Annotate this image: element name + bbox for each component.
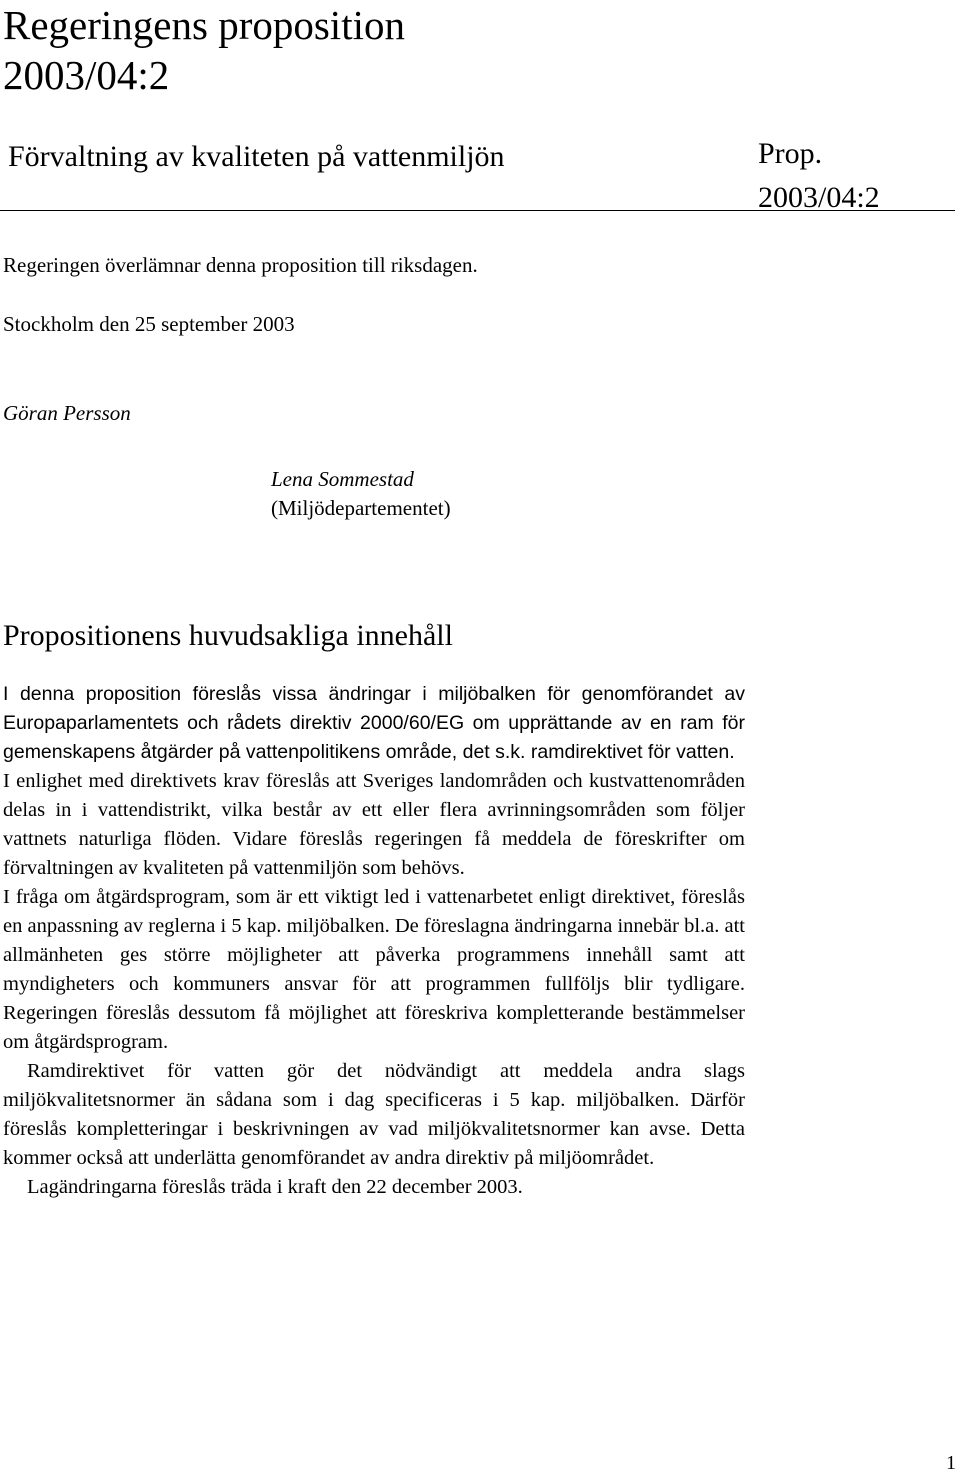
title-line-1: Regeringens proposition <box>3 2 405 48</box>
document-title <box>3 0 405 100</box>
summary-paragraph-2: I enlighet med direktivets krav föreslås att Sveriges landområden och kustvattenområden delas in i vattendistrikt, vilka består av ett eller flera avrinningsområden som följer vattnets naturliga flöden. Vidare föreslås regeringen få meddela de föreskrifter om förvaltningen av kvaliteten på vattenmiljön som behövs. <box>3 770 745 879</box>
summary-paragraph-5: Lagändringarna föreslås träda i kraft den 22 december 2003. <box>27 1176 523 1198</box>
prop-number-label: Prop. 2003/04:2 <box>758 137 880 214</box>
summary-heading: Propositionens huvudsakliga innehåll <box>3 619 453 652</box>
summary-paragraph-4: Ramdirektivet för vatten gör det nödvändigt att meddela andra slags miljökvalitetsnormer än sådana som i dag specificeras i 5 kap. miljöbalken. Därför föreslås kompletteringar i beskrivningen av vad miljökvalitetsnormer kan avse. Detta kommer också att underlätta genomförandet av andra direktiv på miljöområdet. <box>3 1060 745 1169</box>
page-number: 1 <box>946 1452 956 1474</box>
summary-body <box>3 680 745 1202</box>
title-line-2: 2003/04:2 <box>3 52 170 98</box>
header-rule <box>0 210 955 211</box>
submission-text: Regeringen överlämnar denna proposition till riksdagen. <box>3 253 478 277</box>
summary-paragraph-3: I fråga om åtgärdsprogram, som är ett viktigt led i vattenarbetet enligt direktivet, föreslås en anpassning av reglerna i 5 kap. miljöbalken. De föreslagna ändringarna innebär bl.a. att allmänheten ges större möjligheter att påverka programmens innehåll samt att myndigheters och kommuners ansvar för att programmen fullföljs blir tydligare. Regeringen föreslås dessutom få möjlighet att föreskriva kompletterande bestämmelser om åtgärdsprogram. <box>3 886 745 1053</box>
department-name: (Miljödepartementet) <box>271 496 451 520</box>
prime-minister-name: Göran Persson <box>3 401 131 425</box>
place-date: Stockholm den 25 september 2003 <box>3 312 295 336</box>
minister-name: Lena Sommestad <box>271 467 414 491</box>
summary-paragraph-1: I denna proposition föreslås vissa ändringar i miljöbalken för genomförandet av Europaparlamentets och rådets direktiv 2000/60/EG om upprättande av en ram för gemenskapens åtgärder på vattenpolitikens område, det s.k. ramdirektivet för vatten. <box>3 683 745 763</box>
document-subtitle: Förvaltning av kvaliteten på vattenmiljön <box>8 140 505 173</box>
